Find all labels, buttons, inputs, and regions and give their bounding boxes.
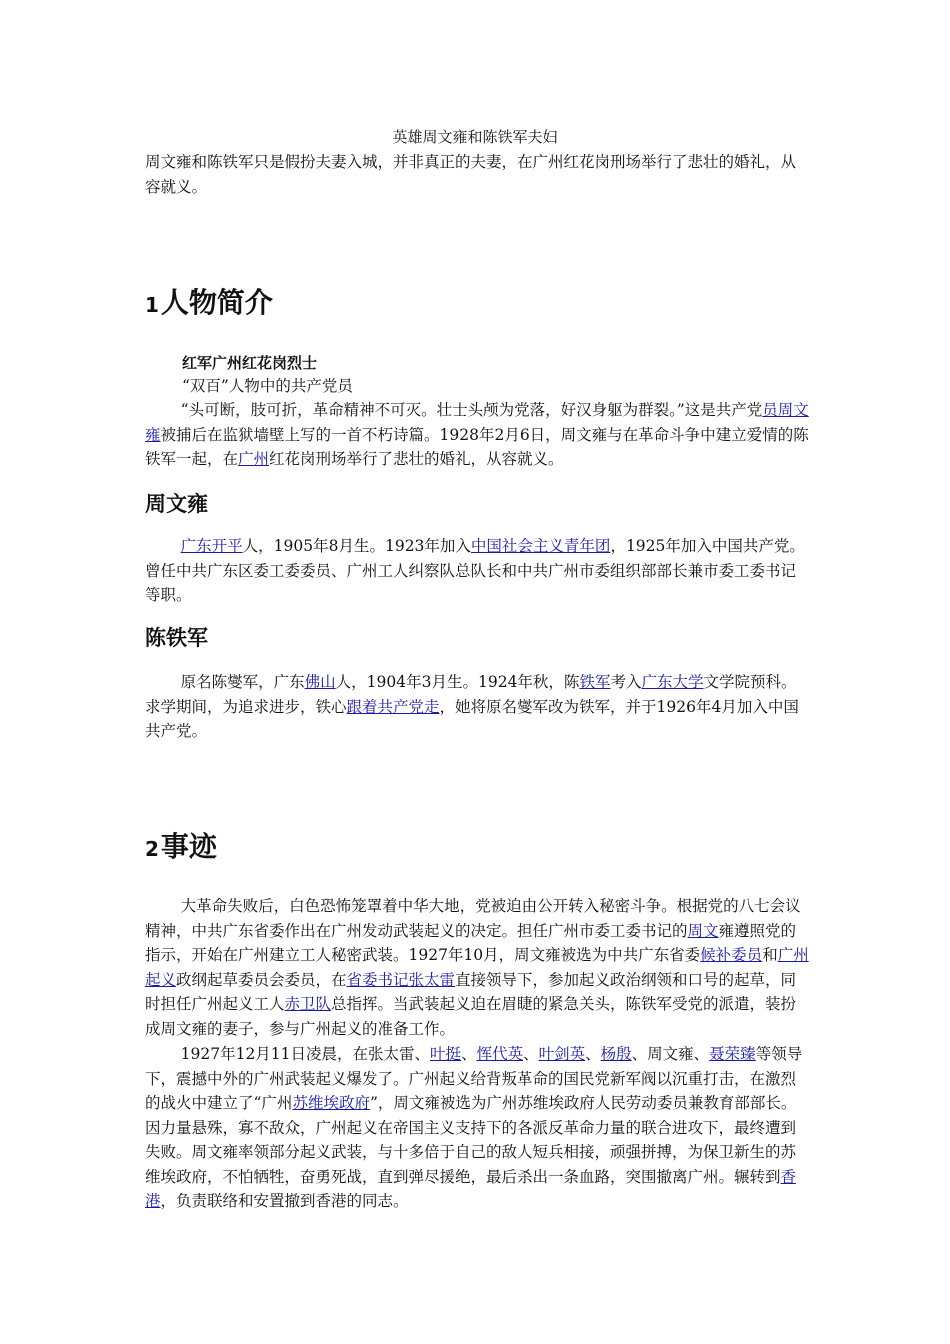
- text-run: ”，周文雍被选为广州苏维埃政府人民劳动委员兼教育部部长。因力量悬殊，寡不敌众，广州起义在帝国主义支持下的各派反革命力量的联合进攻下，最终遭到失败。周文雍率领部分起义武装，与十多倍于自己的敌人短兵相接，顽强拼搏，为保卫新生的苏维埃政府，不怕牺牲，奋勇死战，直到弹尽援绝，最后杀出一条血路，突围撤离广州。辗转到: [145, 1094, 797, 1186]
- zhou-heading: 周文雍: [145, 492, 208, 516]
- text-run: 等领导下，震撼中外的广州武装起义爆发了。广州起义给背叛革命的国民党新军阀以沉重打击，在激烈的战火中建立了“广州: [145, 1045, 803, 1112]
- section-1-title: 人物简介: [160, 286, 273, 319]
- text-run: 被捕后在监狱墙壁上写的一首不朽诗篇。1928年2月6日，周文雍与在革命斗争中建立爱情的陈铁军一起，在: [145, 425, 809, 468]
- subtitle: 红军广州红花岗烈士: [182, 354, 318, 372]
- text-run: 文学院预科。求学期间，为追求进步，铁心: [145, 673, 797, 716]
- text-run: 直接领导下，参加起义政治纲领和口号的起草，同时担任广州起义工人: [145, 970, 797, 1013]
- deeds-paragraph-2: [145, 1042, 810, 1214]
- link-guangzhou[interactable]: 广州: [238, 450, 270, 468]
- text-run: 人，1905年8月生。1923年加入: [242, 537, 471, 555]
- link-foshan[interactable]: 佛山: [304, 673, 336, 691]
- text-run: “头可断，肢可折，革命精神不可灭。壮士头颅为党落，好汉身躯为群裂。”这是共产党: [180, 401, 763, 419]
- link-guangdong-kaiping[interactable]: 广东开平: [180, 537, 243, 555]
- text-run: 和: [762, 946, 778, 964]
- text-run: 政纲起草委员会委员，在: [176, 970, 347, 989]
- link-guangzhou-uprising[interactable]: 广州起义: [145, 946, 809, 989]
- text-run: 1927年12月11日凌晨，在张太雷、: [180, 1045, 431, 1063]
- section-2-heading: [145, 830, 810, 866]
- text-run: 原名陈燮军，广东: [180, 673, 305, 691]
- link-zhou-wen[interactable]: 周文: [687, 921, 719, 940]
- intro-paragraph: 周文雍和陈铁军只是假扮夫妻入城，并非真正的夫妻，在广州红花岗刑场举行了悲壮的婚礼，从容就义。: [145, 153, 797, 196]
- link-red-guards[interactable]: 赤卫队: [284, 995, 332, 1013]
- text-run: 、: [523, 1045, 539, 1063]
- text-run: 人，1904年3月生。1924年秋，陈: [335, 673, 580, 691]
- text-run: 、: [585, 1045, 601, 1063]
- text-run: ，她将原名燮军改为铁军，并于1926年4月加入中国共产党。: [145, 697, 799, 740]
- link-youth-league[interactable]: 中国社会主义青年团: [470, 537, 611, 555]
- link-party-member[interactable]: 员: [762, 401, 778, 419]
- text-run: ，负责联络和安置撤到香港的同志。: [160, 1192, 409, 1210]
- chen-heading: 陈铁军: [145, 626, 208, 650]
- text-run: 、: [461, 1045, 477, 1063]
- section-1-number: 1: [145, 293, 159, 317]
- text-run: 雍遵照党的指示，开始在广州建立工人秘密武装。1927年10月，周文雍被选为中共广东省委: [145, 921, 797, 964]
- text-run: 总指挥。当武装起义迫在眉睫的紧急关头，陈铁军受党的派遣，装扮成周文雍的妻子，参与广州起义的准备工作。: [145, 995, 797, 1038]
- link-tiejun[interactable]: 铁军: [579, 673, 611, 691]
- link-ye-jianying[interactable]: 叶剑英: [538, 1045, 586, 1063]
- text-run: 红花岗刑场举行了悲壮的婚礼，从容就义。: [269, 450, 564, 468]
- text-run: ，1925年加入中国共产党。曾任中共广东区委工委委员、广州工人纠察队总队长和中共广州市委组织部部长兼市委工委书记等职。: [145, 537, 805, 604]
- section-1-heading: [145, 286, 810, 322]
- text-run: 、周文雍、: [631, 1045, 710, 1063]
- link-guangdong-university[interactable]: 广东大学: [641, 673, 704, 691]
- link-ye-ting[interactable]: 叶挺: [430, 1045, 462, 1063]
- profile-paragraph: [145, 398, 810, 472]
- document-title: 英雄周文雍和陈铁军夫妇: [392, 128, 558, 146]
- link-alternate-member[interactable]: 候补委员: [700, 946, 763, 964]
- link-zhang-tailei[interactable]: 省委书记张太雷: [346, 970, 456, 989]
- link-soviet-government[interactable]: 苏维埃政府: [292, 1094, 370, 1112]
- zhou-paragraph: [145, 534, 810, 608]
- section-2-title: 事迹: [160, 830, 217, 863]
- link-yun-daiying[interactable]: 恽代英: [476, 1045, 524, 1063]
- link-follow-party[interactable]: 跟着共产党走: [346, 697, 440, 716]
- chen-paragraph: [145, 670, 810, 744]
- tagline: “双百”人物中的共产党员: [182, 377, 353, 395]
- text-run: 大革命失败后，白色恐怖笼罩着中华大地，党被迫由公开转入秘密斗争。根据党的八七会议精神，中共广东省委作出在广州发动武装起义的决定。担任广州市委工委书记的: [145, 897, 801, 940]
- link-nie-rongzhen[interactable]: 聂荣臻: [709, 1045, 756, 1063]
- link-yang-yin[interactable]: 杨殷: [600, 1045, 632, 1063]
- text-run: 考入: [610, 673, 642, 691]
- link-hong-kong[interactable]: 香港: [145, 1167, 797, 1210]
- deeds-paragraph-1: [145, 894, 810, 1041]
- link-zhou-wenyong[interactable]: 周文雍: [145, 401, 809, 444]
- section-2-number: 2: [145, 837, 159, 861]
